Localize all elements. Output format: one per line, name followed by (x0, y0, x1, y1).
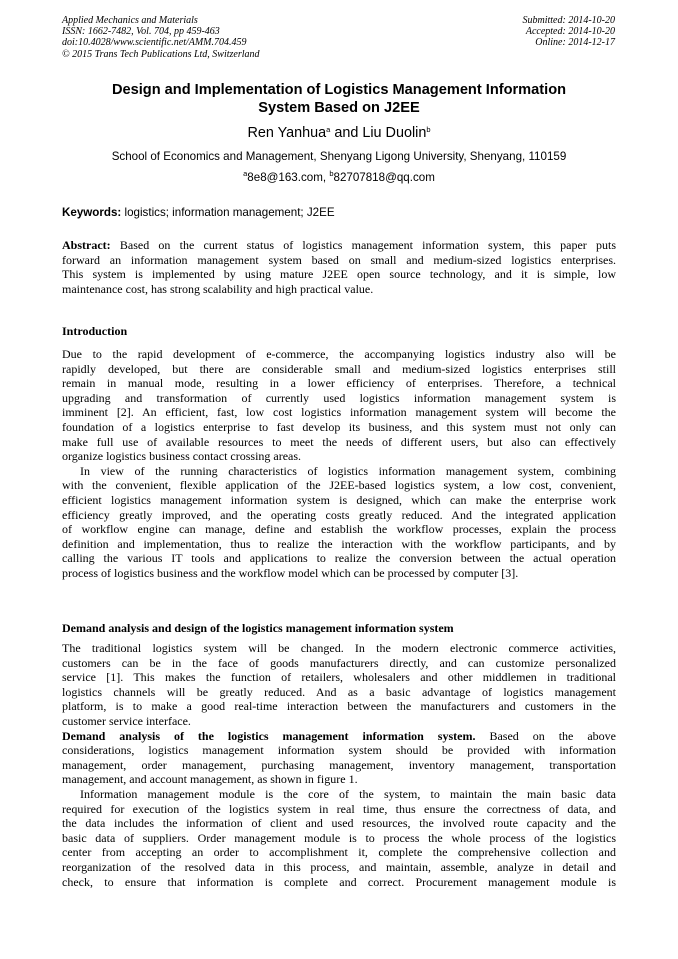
paragraph-line: Due to the rapid development of e-commerce, the accompanying logistics industry also will be (62, 347, 616, 361)
section-heading-introduction: Introduction (62, 324, 128, 338)
subsection-heading-demand: Demand analysis of the logistics management information system. (62, 728, 476, 743)
journal-copyright: © 2015 Trans Tech Publications Ltd, Switzerland (62, 48, 260, 60)
paper-title (62, 81, 616, 117)
author-conjunction: and (330, 125, 363, 141)
author-list (62, 124, 616, 142)
demand-paragraphs (62, 641, 616, 889)
journal-doi: doi:10.4028/www.scientific.net/AMM.704.459 (62, 37, 247, 49)
paragraph-line: organize logistics business contact crossing areas. (62, 449, 302, 464)
paragraph-line: Information management module is the core of the system, to maintain the main basic data (80, 786, 616, 801)
email-b: 82707818@qq.com (333, 171, 435, 184)
keywords (62, 206, 616, 220)
submitted-date: Submitted: 2014-10-20 (522, 15, 615, 26)
paragraph-line: upgrading and transformation of currently used logistics information management system is (62, 390, 616, 405)
paragraph-line: definition and implementation, thus to realize the interaction with the workflow participants, and by (62, 536, 616, 551)
abstract (62, 238, 616, 296)
paragraph-line: Demand analysis of the logistics management information system. Based on the above (62, 728, 616, 743)
paragraph-line: management, and account management, as shown in figure 1. (62, 772, 358, 787)
paragraph-line: considerations, logistics management information system should be provided with information (62, 743, 616, 758)
paragraph-line: In view of the running characteristics of logistics information management system, combining (80, 463, 616, 478)
abstract-line: forward an information management system based on small and medium-sized logistics enterprises. (62, 252, 616, 267)
journal-issn: ISSN: 1662-7482, Vol. 704, pp 459-463 (62, 26, 220, 38)
paragraph-line: foundation of a logistics enterprise to fast develop its business, and this system must not only can (62, 419, 616, 434)
paragraph-line: logistics channels will be greatly reduced. And as a basic advantage of logistics management (62, 684, 616, 699)
keywords-text: logistics; information management; J2EE (121, 206, 335, 219)
paragraph-line: efficiency greatly improved, and the operating costs greatly reduced. And the integrated application (62, 507, 616, 522)
paragraph-line: basic data of suppliers. Order management module is to process the whole process of the logistics (62, 830, 616, 845)
paragraph-line: customer service interface. (62, 713, 191, 728)
journal-name: Applied Mechanics and Materials (62, 15, 198, 26)
abstract-line: maintenance cost, has strong scalability and high practical value. (62, 281, 374, 296)
paragraph-line: calling the various IT tools and applications to realize the conversion between the actual operation (62, 551, 616, 566)
paragraph-line: reorganization of the resolved data in this process, and maintain, assemble, analyze in detail and (62, 859, 616, 874)
paragraph-line: platform, is to make a good real-time interaction between the manufacturers and customers in the (62, 699, 616, 714)
paragraph-line: required for execution of the logistics system in real time, thus ensure the correctness of data, and (62, 801, 616, 816)
accepted-date: Accepted: 2014-10-20 (525, 26, 615, 38)
abstract-line: This system is implemented by using mature J2EE open source technology, and it is simple, low (62, 267, 616, 282)
paragraph-line: customers can be in the face of goods manufacturers directly, and can customize personalized (62, 655, 616, 670)
introduction-paragraph-1 (62, 347, 616, 581)
paragraph-line: management, order management, purchasing management, inventory management, transportation (62, 757, 616, 772)
author-1-name: Ren Yanhua (247, 125, 327, 141)
section-heading-demand-analysis: Demand analysis and design of the logistics management information system (62, 621, 454, 635)
journal-info (62, 15, 260, 60)
email-a-mark: a (243, 169, 248, 178)
email-a: 8e8@163.com, (247, 171, 330, 184)
abstract-label: Abstract: (62, 238, 111, 252)
paragraph-line: center from accepting an order to accomplishment it, complete the comprehensive collection and (62, 845, 616, 860)
paragraph-line: rapidly developed, but there are considerable small and medium-sized logistics enterprises still (62, 361, 616, 376)
title-line-1: Design and Implementation of Logistics Management Information (111, 82, 567, 98)
author-1-affil-mark: a (326, 125, 331, 134)
paragraph-line: The traditional logistics system will be changed. In the modern electronic commerce activities, (62, 641, 616, 655)
online-date: Online: 2014-12-17 (535, 37, 615, 49)
title-line-2: System Based on J2EE (258, 100, 420, 116)
submission-dates (523, 15, 616, 49)
paragraph-line: of workflow engine can manage, define and establish the workflow processes, explain the process (62, 522, 616, 537)
paragraph-line: with the convenient, flexible application of the J2EE-based logistics system, a low cost, convenient, (62, 478, 616, 493)
paragraph-line: process of logistics business and the workflow model which can be processed by computer [3]. (62, 565, 519, 580)
paragraph-line: imminent [2]. An efficient, fast, low cost logistics information management system will become the (62, 405, 616, 420)
paragraph-line: the data includes the information of client and used resources, the involved route capacity and the (62, 816, 616, 831)
author-2-name: Liu Duolin (362, 125, 427, 141)
paragraph-line: check, to ensure that information is complete and correct. Procurement management module is (62, 874, 616, 889)
paragraph-line: make full use of available resources to meet the needs of different users, but also can effectively (62, 434, 616, 449)
author-emails (62, 171, 616, 185)
abstract-line: Abstract: Based on the current status of logistics management information system, this paper puts (62, 238, 616, 252)
paragraph-line: service [1]. This makes the function of retailers, wholesalers and other middlemen in traditional (62, 670, 616, 685)
email-b-mark: b (329, 169, 334, 178)
author-2-affil-mark: b (426, 125, 431, 134)
keywords-label: Keywords: (62, 206, 122, 219)
affiliation: School of Economics and Management, Shenyang Ligong University, Shenyang, 110159 (111, 150, 567, 163)
paragraph-line: efficient logistics management information system is designed, which can make the enterprise work (62, 492, 616, 507)
paragraph-line: remain in manual mode, resulting in a lower efficiency of enterprises. Therefore, a technical (62, 376, 616, 391)
